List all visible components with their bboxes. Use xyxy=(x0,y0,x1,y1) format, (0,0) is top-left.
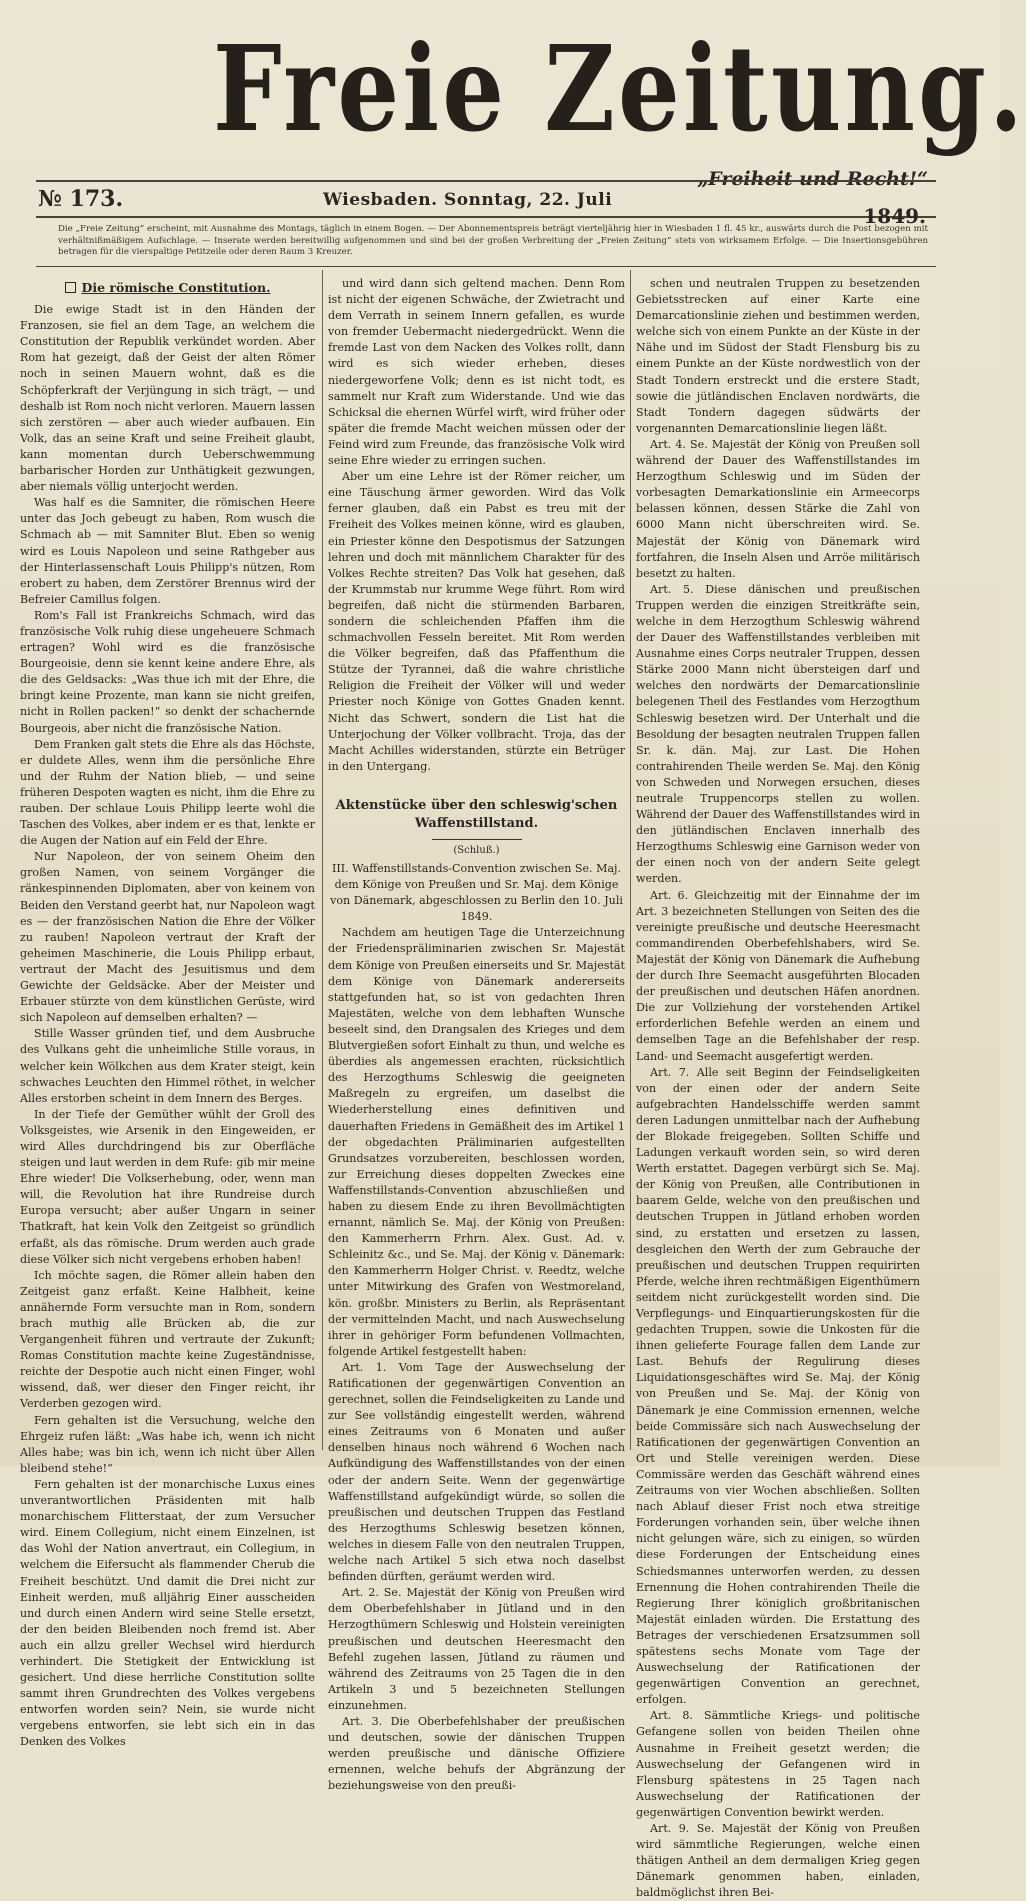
continuation-note: (Schluß.) xyxy=(453,844,500,856)
section-title: Aktenstücke über den schleswig'schen Waffenstillstand. xyxy=(335,797,618,831)
column-divider xyxy=(322,270,323,1450)
convention-heading: III. Waffenstillstands-Convention zwischen Se. Maj. dem Könige von Preußen und Sr. Maj. dem Könige von Dänemark, abgeschlossen zu Berlin den 10. Juli 1849. xyxy=(330,862,623,924)
header-rule xyxy=(36,266,936,267)
paragraph: Fern gehalten ist der monarchische Luxus eines unverantwortlichen Präsidenten mit halb monarchischem Flitterstaat, der zum Versucher wird. Einem Collegium, nicht einem Einzelnen, ist das Wohl der Nation anvertraut, ein Collegium, in welchem die Eifersucht als flammender Cherub die Freiheit beschützt. Und damit die Drei nicht zur Einheit werden, muß alljährig Einer ausscheiden und durch einen Andern wird seine Stelle ersetzt, der den beiden Bleibenden noch fremd ist. Aber auch ein allzu greller Wechsel wird hierdurch verhindert. Die Stetigkeit der Entwicklung ist gesichert. Und diese herrliche Constitution sollte sammt ihren Grundrechten des Volkes vergebens entworfen worden sein? Nein, sie wurde nicht vergebens entworfen, sie lebt sich ein in das Denken des Volkes xyxy=(20,1477,315,1749)
paragraph: Nur Napoleon, der von seinem Oheim den großen Namen, von seinem Vorgänger die ränkespinnenden Diplomaten, aber von keinem von Beiden den Verstand geerbt hat, nur Napoleon wagt es — der französischen Nation die Ehre der Völker zu rauben! Napoleon vertraut der Kraft der geheimen Maschinerie, die Louis Philipp erbaut, vertraut der Macht des Jesuitismus und dem Gewichte der Geldsäcke. Aber der Meister und Erbauer stürzte von dem künstlichen Gerüste, wird sich Napoleon auf demselben erhalten? — xyxy=(20,850,315,1025)
column-2 xyxy=(328,276,625,1793)
paragraph: Stille Wasser gründen tief, und dem Ausbruche des Vulkans geht die unheimliche Stille voraus, in welcher kein Wölkchen aus dem Krater steigt, kein schwaches Leuchten den Himmel röthet, in welcher Alles erstorben scheint in dem Innern des Berges. xyxy=(20,1027,315,1105)
title-rule xyxy=(432,839,522,840)
paragraph: Art. 9. Se. Majestät der König von Preußen wird sämmtliche Regierungen, welche einen thätigen Antheil an dem dermaligen Krieg gegen Dänemark genommen haben, einladen, baldmöglichst ihren Bei- xyxy=(636,1822,920,1900)
dateline xyxy=(36,180,936,228)
column-3 xyxy=(636,276,920,1900)
paragraph: und wird dann sich geltend machen. Denn Rom ist nicht der eigenen Schwäche, der Zwietracht und dem Verrath in seinem Innern gefallen, es wurde von fremder Uebermacht niedergedrückt. Wenn die fremde Last von dem Nacken des Volkes rollt, dann wird es sich wieder erheben, dieses niedergeworfene Volk; denn es ist nicht todt, es sammelt nur Kraft zum Widerstande. Und wie das Schicksal die ehernen Würfel wirft, wird früher oder später die fremde Macht weichen müssen oder der Feind wird zum Freunde, das französische Volk wird seine Ehre wieder zu erringen suchen. xyxy=(328,277,625,468)
paragraph: Aber um eine Lehre ist der Römer reicher, um eine Täuschung ärmer geworden. Wird das Volk ferner glauben, daß ein Pabst es treu mit der Freiheit des Volkes meinen könne, wird es glauben, ein Priester könne den Despotismus der Satzungen lehren und doch mit männlichem Charakter für des Volkes Rechte streiten? Das Volk hat gesehen, daß der Krummstab nur krumme Wege führt. Rom wird begreifen, daß nicht die stürmenden Barbaren, sondern die schleichenden Pfaffen ihm die schmachvollen Fesseln bereitet. Mit Rom werden die Völker begreifen, daß das Pfaffenthum die Stütze der Tyrannei, daß die wahre christliche Religion die Freiheit der Völker will und weder Priester noch Könige von Gottes Gnaden kennt. Nicht das Schwert, sondern die List hat die Unterjochung der Völker vollbracht. Troja, das der Macht Achilles widerstanden, stürzte ein Betrüger in den Untergang. xyxy=(328,470,625,773)
subscription-notice: Die „Freie Zeitung“ erscheint, mit Ausnahme des Montags, täglich in einem Bogen. — Der Abonnementspreis beträgt vierteljährig hier in Wiesbaden 1 fl. 45 kr., auswärts durch die Post bezogen mit verhältnißmäßigem Aufschlage. — Inserate werden bereitwillig aufgenommen und sind bei der großen Verbreitung der „Freien Zeitung“ stets von wirksamem Erfolge. — Die Insertionsgebühren betragen für die vierspaltige Petitzeile oder deren Raum 3 Kreuzer. xyxy=(58,224,928,257)
paragraph: schen und neutralen Truppen zu besetzenden Gebietsstrecken auf einer Karte eine Demarcationslinie ziehen und bestimmen werden, welche sich von einem Punkte an der Küste in der Nähe und im Südost der Stadt Flensburg bis zu einem Punkte an der Küste nordwestlich von der Stadt Tondern erstreckt und die erstere Stadt, sowie die jütländischen Enclaven nordwärts, die Stadt Tondern dagegen südwärts der vorgenannten Demarcationslinie liegen läßt. xyxy=(636,277,920,435)
paragraph: Dem Franken galt stets die Ehre als das Höchste, er duldete Alles, wenn ihm die persönliche Ehre und der Ruhm der Nation blieb, — und seine früheren Despoten wagten es nicht, ihm die Ehre zu rauben. Der schlaue Louis Philipp leerte wohl die Taschen des Volkes, aber indem er es that, lenkte er die Augen der Nation auf ein Feld der Ehre. xyxy=(20,737,315,848)
issue-number: № 173. xyxy=(38,186,124,212)
paragraph: Art. 4. Se. Majestät der König von Preußen soll während der Dauer des Waffenstillstandes im Herzogthum Schleswig und im Süden der vorbesagten Demarkationslinie ein Armeecorps belassen können, dessen Stärke die Zahl von 6000 Mann nicht überschreiten wird. Se. Majestät der König von Dänemark wird fortfahren, die Inseln Alsen und Arröe militärisch besetzt zu halten. xyxy=(636,437,920,580)
paragraph: Art. 1. Vom Tage der Auswechselung der Ratificationen der gegenwärtigen Convention an gerechnet, sollen die Feindseligkeiten zu Lande und zur See vollständig eingestellt werden, während eines Zeitraums von 6 Monaten und außer denselben hinaus noch während 6 Wochen nach Aufkündigung des Waffenstillstandes von der einen oder der andern Seite. Wenn der gegenwärtige Waffenstillstand aufgekündigt würde, so sollen die preußischen und deutschen Truppen das Festland des Herzogthums Schleswig besetzen können, welches in diesem Falle von den neutralen Truppen, welche nach Artikel 5 sich etwa noch daselbst befinden dürften, geräumt werden wird. xyxy=(328,1360,625,1584)
masthead-motto: „Freiheit und Recht!“ xyxy=(697,168,928,190)
paragraph: Nachdem am heutigen Tage die Unterzeichnung der Friedenspräliminarien zwischen Sr. Majestät dem Könige von Preußen einerseits und Sr. Majestät dem Könige von Dänemark andererseits stattgefunden hat, so ist von gedachten Ihren Majestäten, welche von dem lebhaften Wunsche beseelt sind, den Drangsalen des Krieges und dem Blutvergießen sofort Einhalt zu thun, und welche es überdies als angemessen erachten, rücksichtlich des Herzogthums Schleswig die geeigneten Maßregeln zu ergreifen, um daselbst die Wiederherstellung eines definitiven und dauerhaften Friedens in Gemäßheit des im Artikel 1 der obgedachten Präliminarien aufgestellten Grundsatzes vorzubereiten, beschlossen worden, zur Erreichung dieses doppelten Zweckes eine Waffenstillstands-Convention abzuschließen und haben zu diesem Ende zu ihren Bevollmächtigten ernannt, nämlich Se. Maj. der König von Preußen: den Kammerherrn Frhrn. Alex. Gust. Ad. v. Schleinitz &c., und Se. Maj. der König v. Dänemark: den Kammerherrn Holger Christ. v. Reedtz, welche unter Mitwirkung des Grafen von Westmoreland, kön. großbr. Ministers zu Berlin, als Repräsentant der vermittelnden Macht, und nach Auswechselung ihrer in gehöriger Form befundenen Vollmachten, folgende Artikel festgestellt haben: xyxy=(328,926,625,1358)
paragraph: Was half es die Samniter, die römischen Heere unter das Joch gebeugt zu haben, Rom wusch die Schmach ab — mit Samniter Blut. Eben so wenig wird es Louis Napoleon und seine Rathgeber aus der Hinterlassenschaft Louis Philipp's nützen, Rom erobert zu haben, dem Zerstörer Brennus wird der Befreier Camillus folgen. xyxy=(20,496,315,606)
issue-year: 1849. xyxy=(863,204,926,228)
paragraph: Art. 5. Diese dänischen und preußischen Truppen werden die einzigen Streitkräfte sein, welche in dem Herzogthum Schleswig während der Dauer des Waffenstillstandes verbleiben mit Ausnahme eines Corps neutraler Truppen, dessen Stärke 2000 Mann nicht übersteigen darf und welches den nordwärts der Demarcationslinie belegenen Theil des Festlandes vom Herzogthum Schleswig besetzen wird. Der Unterhalt und die Besoldung der besagten neutralen Truppen fallen Sr. k. dän. Maj. zur Last. Die Hohen contrahirenden Theile werden Se. Maj. den König von Schweden und Norwegen ersuchen, dieses neutrale Truppencorps stellen zu wollen. Während der Dauer des Waffenstillstandes wird in den jütländischen Enclaven innerhalb des Herzogthums Schleswig eine Garnison weder von der einen noch von der andern Seite gelegt werden. xyxy=(636,582,920,886)
paragraph: Art. 3. Die Oberbefehlshaber der preußischen und deutschen, sowie der dänischen Truppen werden preußische und dänische Offiziere ernennen, welche behufs der Abgränzung der beziehungsweise von den preußi- xyxy=(328,1714,625,1793)
paragraph: Art. 7. Alle seit Beginn der Feindseligkeiten von der einen oder der andern Seite aufgebrachten Handelsschiffe werden sammt deren Ladungen unmittelbar nach der Aufhebung der Blokade freigegeben. Sollten Schiffe und Ladungen verkauft worden sein, so wird deren Werth erstattet. Dagegen verbürgt sich Se. Maj. der König von Preußen, alle Contributionen in baarem Gelde, welche von den preußischen und deutschen Truppen in Jütland erhoben worden sind, zu erstatten und ersetzen zu lassen, desgleichen den Werth der zum Gebrauche der preußischen und deutschen Truppen requirirten Pferde, welche ihren rechtmäßigen Eigenthümern seitdem nicht zurückgestellt worden sind. Die Verpflegungs- und Einquartierungskosten für die gedachten Truppen, sowie die Unkosten für die ihnen gelieferte Fourage fallen dem Lande zur Last. Behufs der Regulirung dieses Liquidationsgeschäftes wird Se. Maj. der König von Preußen und Se. Maj. der König von Dänemark je eine Commission ernennen, welche beide Commissäre sich nach Auswechselung der Ratificationen der gegenwärtigen Convention an Ort und Stelle vereinigen werden. Diese Commissäre werden das Geschäft während eines Zeitraums von vier Wochen abschließen. Sollten nach Ablauf dieser Frist noch etwa streitige Forderungen vorhanden sein, über welche ihnen nicht gelungen wäre, sich zu einigen, so würden diese Forderungen der Entscheidung eines Schiedsmannes unterworfen werden, zu dessen Ernennung die Hohen contrahirenden Theile die Regierung Ihrer königlich großbritanischen Majestät einladen würden. Die Erstattung des Betrages der verschiedenen Ersatzsummen soll spätestens sechs Monate vom Tage der Auswechselung der Ratificationen der gegenwärtigen Convention an gerechnet, erfolgen. xyxy=(636,1065,920,1707)
article-headline: Die römische Constitution. xyxy=(20,280,315,296)
paragraph: Art. 2. Se. Majestät der König von Preußen wird dem Oberbefehlshaber in Jütland und in den Herzogthümern Schleswig und Holstein vereinigten preußischen und deutschen Heeresmacht den Befehl zugehen lassen, Jütland zu räumen und während des Zeitraums von 25 Tagen die in den Artikeln 3 und 5 bezeichneten Stellungen einzunehmen. xyxy=(328,1586,625,1712)
paragraph: Die ewige Stadt ist in den Händen der Franzosen, sie fiel an dem Tage, an welchem die Constitution der Republik verkündet worden. Aber Rom hat gezeigt, daß der Geist der alten Römer noch in seinen Mauern wohnt, daß es die Schöpferkraft der Verjüngung in sich trägt, — und deshalb ist Rom noch nicht verloren. Mauern lassen sich zerstören — aber auch wieder aufbauen. Ein Volk, das an seine Kraft und seine Freiheit glaubt, kann momentan durch Ueberschwemmung barbarischer Horden zur Unthätigkeit gezwungen, aber niemals völlig unterjocht werden. xyxy=(20,303,315,494)
column-divider xyxy=(630,270,631,1450)
paragraph: In der Tiefe der Gemüther wühlt der Groll des Volksgeistes, wie Arsenik in den Eingeweiden, er wird Alles durchdringend bis zur Oberfläche steigen und laut werden in dem Rufe: gib mir meine Ehre wieder! Die Volkserhebung, oder, wenn man will, die Revolution hat ihre Rundreise durch Europa versucht; aber außer Ungarn in seiner Thatkraft, hat kein Volk den Zeitgeist so gründlich erfaßt, als das römische. Drum werden auch grade diese Völker sich nicht vergebens erhoben haben! xyxy=(20,1107,315,1266)
paragraph: Rom's Fall ist Frankreichs Schmach, wird das französische Volk ruhig diese ungeheuere Schmach ertragen? Wohl wird es die französische Bourgeoisie, denn sie kennt keine andere Ehre, als die des Geldsacks: „Was thue ich mit der Ehre, die bringt keine Prozente, man kann sie nicht greifen, nicht in Rollen packen!“ so denkt der schachernde Bourgeois, aber nicht die französische Nation. xyxy=(20,608,315,735)
square-bullet-icon xyxy=(65,282,76,293)
paragraph: Art. 6. Gleichzeitig mit der Einnahme der im Art. 3 bezeichneten Stellungen von Seiten des die vereinigte preußische und deutsche Heeresmacht commandirenden Oberbefehlshabers, wird Se. Majestät der König von Dänemark die Aufhebung der durch Ihre Seemacht ausgeführten Blocaden der preußischen und deutschen Häfen anordnen. Die zur Vollziehung der vorstehenden Artikel erforderlichen Befehle werden an einem und demselben Tage an die Befehlshaber der resp. Land- und Seemacht ausgefertigt werden. xyxy=(636,888,920,1063)
paragraph: Art. 8. Sämmtliche Kriegs- und politische Gefangene sollen von beiden Theilen ohne Ausnahme in Freiheit gesetzt werden; die Auswechselung der Gefangenen wird in Flensburg spätestens in 25 Tagen nach Auswechselung der Ratificationen der gegenwärtigen Convention bewirkt werden. xyxy=(636,1709,920,1819)
paragraph: Fern gehalten ist die Versuchung, welche den Ehrgeiz rufen läßt: „Was habe ich, wenn ich nicht Alles habe; was bin ich, wenn ich nicht über Allen bleibend stehe!“ xyxy=(20,1413,315,1475)
paragraph: Ich möchte sagen, die Römer allein haben den Zeitgeist ganz erfaßt. Keine Halbheit, keine annähernde Form versuchte man in Rom, sondern brach muthig alle Brücken ab, die zur Vergangenheit führen und vertraute der Zukunft; Romas Constitution machte keine Zugeständnisse, reichte der Despotie auch nicht einen Finger, wohl wissend, daß, wer dieser den Finger reicht, ihr Verderben gezogen wird. xyxy=(20,1268,315,1411)
column-1 xyxy=(20,276,315,1749)
place-date: Wiesbaden. Sonntag, 22. Juli xyxy=(323,190,613,210)
masthead-title: Freie Zeitung. xyxy=(213,19,1026,158)
